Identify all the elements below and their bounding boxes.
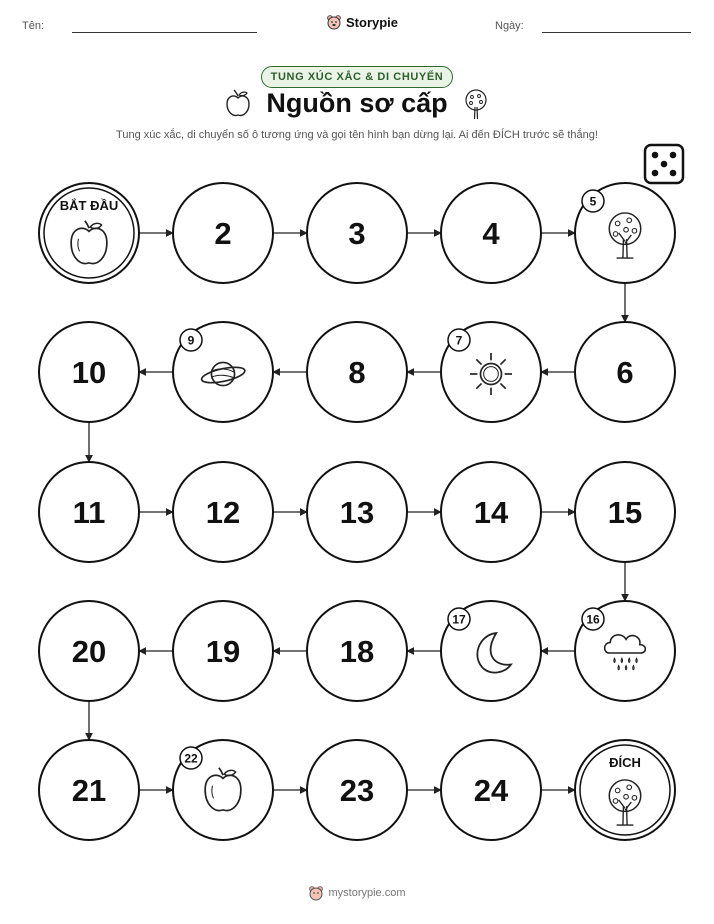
board-space[interactable] (575, 322, 675, 422)
instructions: Tung xúc xắc, di chuyển số ô tương ứng và gọi tên hình bạn dừng lại. Ai đến ĐÍCH trước sẽ thắng! (116, 129, 598, 141)
page-title: Nguồn sơ cấp (266, 88, 448, 118)
space-number: 22 (184, 751, 198, 766)
space-number: 12 (205, 495, 241, 530)
board-space[interactable] (39, 462, 139, 562)
space-number: 2 (214, 216, 232, 251)
space-number: 8 (348, 355, 366, 390)
name-label: Tên: (22, 20, 45, 32)
space-number: 5 (589, 194, 597, 209)
space-number: 17 (452, 612, 466, 627)
space-number: 7 (455, 333, 463, 348)
board-space[interactable] (173, 183, 273, 283)
footer (0, 885, 714, 901)
space-number: 4 (482, 216, 500, 251)
board-space[interactable] (39, 740, 139, 840)
board-space[interactable] (575, 462, 675, 562)
board-space[interactable] (173, 740, 273, 840)
board-space[interactable] (39, 601, 139, 701)
brand-name: Storypie (346, 14, 399, 30)
space-number: 23 (339, 773, 375, 808)
board-space[interactable] (307, 462, 407, 562)
board-space[interactable] (441, 601, 541, 701)
space-number: 19 (205, 634, 241, 669)
space-number: 14 (473, 495, 509, 530)
space-number: 20 (71, 634, 107, 669)
space-number: 21 (71, 773, 107, 808)
space-number: 11 (72, 495, 106, 530)
space-number: 24 (473, 773, 509, 808)
board-space[interactable] (307, 183, 407, 283)
board-space[interactable] (575, 183, 675, 283)
board-space[interactable] (441, 740, 541, 840)
start-space[interactable] (39, 183, 139, 283)
space-number: 18 (339, 634, 375, 669)
space-number: 16 (586, 612, 600, 627)
space-number: 15 (607, 495, 643, 530)
board-space[interactable] (173, 322, 273, 422)
board-space[interactable] (173, 601, 273, 701)
space-number: 6 (616, 355, 634, 390)
space-number: 10 (71, 355, 107, 390)
board-space[interactable] (441, 462, 541, 562)
footer-site: mystorypie.com (328, 887, 406, 899)
board-space[interactable] (441, 183, 541, 283)
activity-tag: TUNG XÚC XẮC & DI CHUYỂN (261, 66, 454, 88)
finish-label: ĐÍCH (609, 755, 641, 770)
board-space[interactable] (441, 322, 541, 422)
board-space[interactable] (575, 601, 675, 701)
space-number: 3 (348, 216, 366, 251)
board-space[interactable] (307, 322, 407, 422)
board-space[interactable] (39, 322, 139, 422)
start-label: BẮT ĐẦU (59, 198, 119, 213)
storypie-logo-icon (308, 885, 324, 901)
date-label: Ngày: (495, 20, 524, 32)
board-space[interactable] (173, 462, 273, 562)
finish-space[interactable] (575, 740, 675, 840)
space-number: 13 (339, 495, 375, 530)
space-number: 9 (187, 333, 195, 348)
board-space[interactable] (307, 740, 407, 840)
board-space[interactable] (307, 601, 407, 701)
